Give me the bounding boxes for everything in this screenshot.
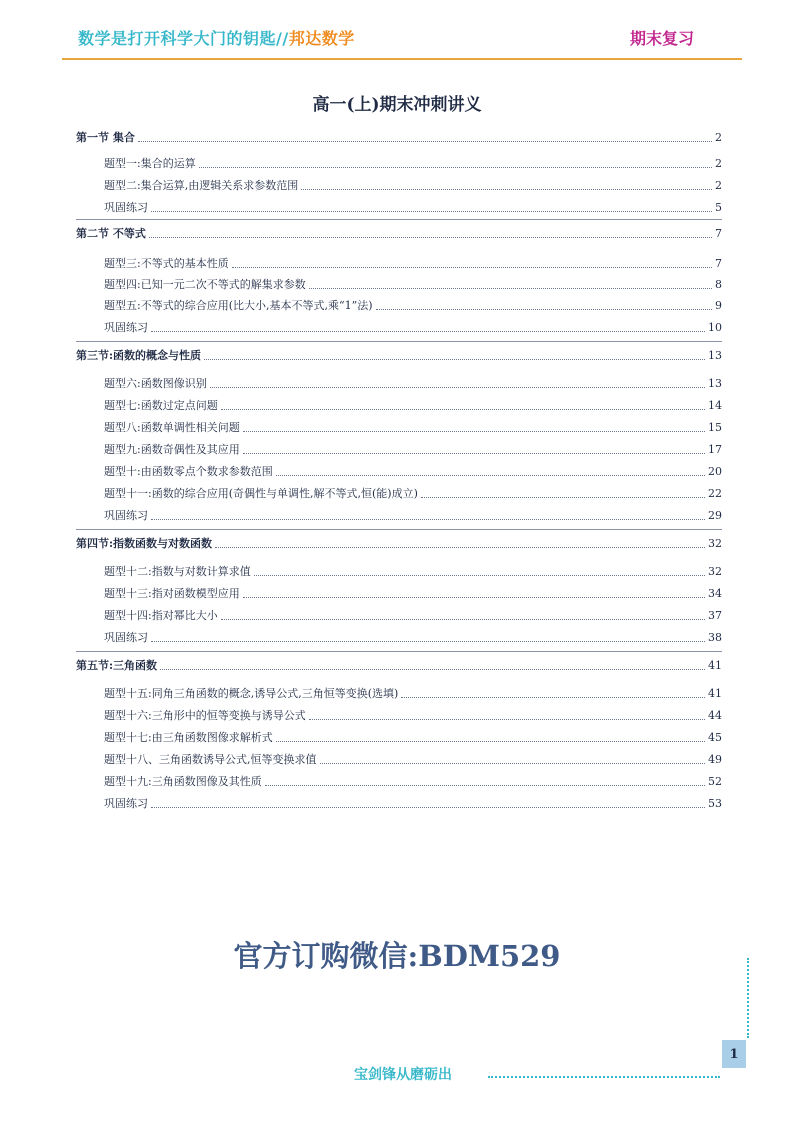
section-divider xyxy=(76,341,722,342)
toc-entry-page: 10 xyxy=(708,321,722,334)
toc-entry[interactable] xyxy=(104,441,722,457)
toc-leader-dots xyxy=(151,518,705,520)
toc-section-entry[interactable] xyxy=(76,535,722,551)
toc-entry-label: 题型二:集合运算,由逻辑关系求参数范围 xyxy=(104,179,299,192)
toc-entry-page: 34 xyxy=(708,587,722,600)
toc-entry[interactable] xyxy=(104,607,722,623)
toc-leader-dots xyxy=(276,740,705,742)
toc-entry[interactable] xyxy=(104,795,722,811)
toc-entry[interactable] xyxy=(104,319,722,335)
toc-entry-label: 第五节:三角函数 xyxy=(76,659,158,672)
toc-entry-label: 巩固练习 xyxy=(104,201,148,214)
toc-entry-page: 44 xyxy=(708,709,722,722)
toc-entry-label: 第三节:函数的概念与性质 xyxy=(76,349,202,362)
toc-entry-label: 巩固练习 xyxy=(104,797,148,810)
toc-entry-label: 题型八:函数单调性相关问题 xyxy=(104,421,240,434)
toc-leader-dots xyxy=(243,596,705,598)
toc-entry-label: 题型十七:由三角函数图像求解析式 xyxy=(104,731,273,744)
toc-leader-dots xyxy=(376,308,712,310)
toc-leader-dots xyxy=(309,287,712,289)
toc-entry-page: 45 xyxy=(708,731,722,744)
header-slogan xyxy=(78,26,355,49)
toc-leader-dots xyxy=(254,574,705,576)
toc-entry-label: 题型十六:三角形中的恒等变换与诱导公式 xyxy=(104,709,306,722)
toc-leader-dots xyxy=(199,166,712,168)
toc-entry-label: 题型十二:指数与对数计算求值 xyxy=(104,565,251,578)
toc-entry[interactable] xyxy=(104,629,722,645)
toc-section-entry[interactable] xyxy=(76,657,722,673)
toc-entry-label: 题型十一:函数的综合应用(奇偶性与单调性,解不等式,恒(能)成立) xyxy=(104,487,418,500)
footer-motto: 宝剑锋从磨砺出 xyxy=(354,1067,452,1083)
toc-entry-page: 7 xyxy=(715,257,722,270)
toc-entry-label: 第二节 不等式 xyxy=(76,227,146,240)
toc-entry[interactable] xyxy=(104,297,722,313)
toc-entry-label: 题型十八、三角函数诱导公式,恒等变换求值 xyxy=(104,753,317,766)
toc-entry-label: 第一节 集合 xyxy=(76,131,135,144)
toc-leader-dots xyxy=(210,386,705,388)
toc-entry-page: 13 xyxy=(708,349,722,362)
decorative-dotted-line-horizontal xyxy=(488,1076,720,1078)
toc-leader-dots xyxy=(151,640,705,642)
toc-leader-dots xyxy=(301,188,712,190)
toc-entry[interactable] xyxy=(104,177,722,193)
toc-leader-dots xyxy=(160,668,705,670)
toc-entry-label: 题型十五:同角三角函数的概念,诱导公式,三角恒等变换(选填) xyxy=(104,687,399,700)
toc-leader-dots xyxy=(421,496,705,498)
toc-entry[interactable] xyxy=(104,585,722,601)
toc-leader-dots xyxy=(149,236,712,238)
toc-section-entry[interactable] xyxy=(76,129,722,145)
toc-entry-page: 13 xyxy=(708,377,722,390)
toc-entry[interactable] xyxy=(104,485,722,501)
toc-entry[interactable] xyxy=(104,375,722,391)
toc-section-entry[interactable] xyxy=(76,225,722,241)
toc-leader-dots xyxy=(204,358,705,360)
toc-entry-page: 7 xyxy=(715,227,722,240)
toc-entry-page: 37 xyxy=(708,609,722,622)
toc-entry[interactable] xyxy=(104,773,722,789)
toc-entry-label: 题型四:已知一元二次不等式的解集求参数 xyxy=(104,278,306,291)
toc-entry[interactable] xyxy=(104,729,722,745)
toc-entry-label: 题型十:由函数零点个数求参数范围 xyxy=(104,465,273,478)
toc-leader-dots xyxy=(276,474,705,476)
toc-entry[interactable] xyxy=(104,155,722,171)
wechat-order-text: 官方订购微信:BDM529 xyxy=(233,939,561,973)
header-brand: 邦达数学 xyxy=(288,29,355,48)
toc-leader-dots xyxy=(151,210,712,212)
toc-entry[interactable] xyxy=(104,563,722,579)
toc-entry-label: 题型七:函数过定点问题 xyxy=(104,399,218,412)
toc-entry-label: 题型十九:三角函数图像及其性质 xyxy=(104,775,262,788)
toc-leader-dots xyxy=(243,430,705,432)
toc-entry-page: 5 xyxy=(715,201,722,214)
page-title: 高一(上)期末冲刺讲义 xyxy=(312,95,482,115)
toc-entry-page: 53 xyxy=(708,797,722,810)
toc-entry-label: 题型十四:指对幂比大小 xyxy=(104,609,218,622)
decorative-dotted-line-vertical xyxy=(747,958,753,1038)
section-divider xyxy=(76,219,722,220)
toc-entry[interactable] xyxy=(104,463,722,479)
page-number: 1 xyxy=(722,1040,746,1068)
toc-entry[interactable] xyxy=(104,751,722,767)
toc-entry-label: 第四节:指数函数与对数函数 xyxy=(76,537,213,550)
toc-entry-page: 8 xyxy=(715,278,722,291)
toc-entry-page: 17 xyxy=(708,443,722,456)
toc-entry-page: 32 xyxy=(708,537,722,550)
toc-entry[interactable] xyxy=(104,707,722,723)
toc-entry-page: 14 xyxy=(708,399,722,412)
toc-entry-page: 49 xyxy=(708,753,722,766)
toc-leader-dots xyxy=(232,266,712,268)
toc-leader-dots xyxy=(265,784,705,786)
toc-entry-label: 题型九:函数奇偶性及其应用 xyxy=(104,443,240,456)
toc-entry[interactable] xyxy=(104,685,722,701)
toc-entry-label: 巩固练习 xyxy=(104,509,148,522)
toc-entry-page: 41 xyxy=(708,687,722,700)
toc-section-entry[interactable] xyxy=(76,347,722,363)
toc-entry-label: 题型六:函数图像识别 xyxy=(104,377,207,390)
toc-entry-label: 题型一:集合的运算 xyxy=(104,157,196,170)
toc-entry-label: 巩固练习 xyxy=(104,321,148,334)
section-divider xyxy=(76,651,722,652)
toc-entry[interactable] xyxy=(104,199,722,215)
toc-entry-page: 32 xyxy=(708,565,722,578)
section-divider xyxy=(76,529,722,530)
toc-entry-page: 52 xyxy=(708,775,722,788)
toc-leader-dots xyxy=(221,408,705,410)
header-divider xyxy=(62,58,742,60)
toc-entry[interactable] xyxy=(104,276,722,292)
toc-leader-dots xyxy=(401,696,705,698)
toc-entry-page: 2 xyxy=(715,157,722,170)
toc-entry-page: 15 xyxy=(708,421,722,434)
toc-leader-dots xyxy=(320,762,706,764)
toc-leader-dots xyxy=(309,718,705,720)
toc-entry[interactable] xyxy=(104,255,722,271)
toc-leader-dots xyxy=(151,330,705,332)
toc-entry-page: 29 xyxy=(708,509,722,522)
toc-entry-page: 41 xyxy=(708,659,722,672)
toc-leader-dots xyxy=(138,140,712,142)
header-slogan-text: 数学是打开科学大门的钥匙// xyxy=(78,29,289,48)
toc-leader-dots xyxy=(151,806,705,808)
toc-entry-page: 9 xyxy=(715,299,722,312)
toc-entry-page: 22 xyxy=(708,487,722,500)
toc-entry-page: 2 xyxy=(715,131,722,144)
toc-leader-dots xyxy=(221,618,705,620)
toc-entry-label: 题型三:不等式的基本性质 xyxy=(104,257,229,270)
header-tag: 期末复习 xyxy=(630,29,695,48)
toc-entry-page: 38 xyxy=(708,631,722,644)
toc-entry-label: 巩固练习 xyxy=(104,631,148,644)
toc-entry-page: 2 xyxy=(715,179,722,192)
toc-entry[interactable] xyxy=(104,397,722,413)
toc-leader-dots xyxy=(215,546,705,548)
toc-entry-page: 20 xyxy=(708,465,722,478)
toc-entry[interactable] xyxy=(104,419,722,435)
toc-entry[interactable] xyxy=(104,507,722,523)
toc-entry-label: 题型五:不等式的综合应用(比大小,基本不等式,乘“1”法) xyxy=(104,299,373,312)
toc-entry-label: 题型十三:指对函数模型应用 xyxy=(104,587,240,600)
toc-leader-dots xyxy=(243,452,705,454)
